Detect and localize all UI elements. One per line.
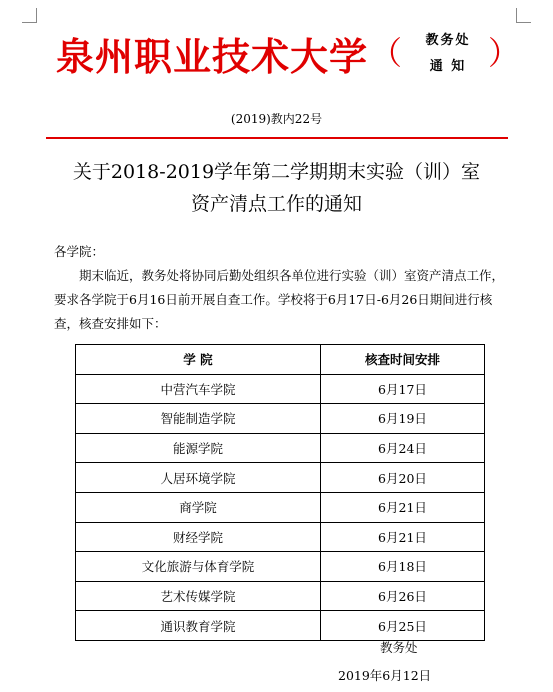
table-row — [76, 463, 485, 493]
date-cell: 6月24日 — [320, 433, 484, 463]
table-row — [76, 492, 485, 522]
table-row — [76, 522, 485, 552]
letterhead — [40, 18, 520, 88]
red-divider — [46, 137, 508, 139]
table-row — [76, 374, 485, 404]
college-cell: 商学院 — [76, 492, 321, 522]
body-paragraph: 期末临近，教务处将协同后勤处组织各单位进行实验（训）室资产清点工作，要求各学院于6月16日前开展自查工作。学校将于6月17日-6月26日期间进行核查，核查安排如下： — [54, 268, 505, 331]
table-row — [76, 581, 485, 611]
page-corner-mark — [22, 8, 37, 23]
document-body — [54, 240, 510, 336]
letterhead-paren-right: ） — [488, 34, 521, 72]
college-cell: 艺术传媒学院 — [76, 581, 321, 611]
notice-label: 通 知 — [429, 59, 467, 74]
column-header-college: 学 院 — [76, 345, 321, 375]
title-line-1: 关于2018-2019学年第二学期期末实验（训）室 — [72, 161, 481, 183]
college-cell: 文化旅游与体育学院 — [76, 552, 321, 582]
date-cell: 6月20日 — [320, 463, 484, 493]
table-row — [76, 552, 485, 582]
university-name: 泉州职业技术大学 — [56, 35, 369, 79]
department-name: 教务处 — [425, 33, 471, 48]
issuer-signature: 教务处 — [380, 640, 418, 655]
date-cell: 6月26日 — [320, 581, 484, 611]
college-cell: 能源学院 — [76, 433, 321, 463]
college-cell: 人居环境学院 — [76, 463, 321, 493]
date-cell: 6月21日 — [320, 492, 484, 522]
table-header-row — [76, 345, 485, 375]
inspection-schedule-table — [75, 344, 485, 641]
college-cell: 智能制造学院 — [76, 404, 321, 434]
column-header-schedule: 核查时间安排 — [320, 345, 484, 375]
college-cell: 中营汽车学院 — [76, 374, 321, 404]
department-label — [412, 28, 484, 80]
date-cell: 6月19日 — [320, 404, 484, 434]
college-cell: 财经学院 — [76, 522, 321, 552]
date-cell: 6月21日 — [320, 522, 484, 552]
college-cell: 通识教育学院 — [76, 611, 321, 641]
date-cell: 6月25日 — [320, 611, 484, 641]
date-cell: 6月18日 — [320, 552, 484, 582]
title-line-2: 资产清点工作的通知 — [190, 193, 362, 215]
greeting: 各学院： — [54, 244, 105, 259]
document-title — [40, 156, 513, 220]
table-row — [76, 404, 485, 434]
date-cell: 6月17日 — [320, 374, 484, 404]
document-number: (2019)教内22号 — [230, 112, 323, 126]
letterhead-paren-left: （ — [370, 34, 403, 72]
table-row — [76, 433, 485, 463]
issue-date: 2019年6月12日 — [338, 668, 432, 683]
table-row — [76, 611, 485, 641]
